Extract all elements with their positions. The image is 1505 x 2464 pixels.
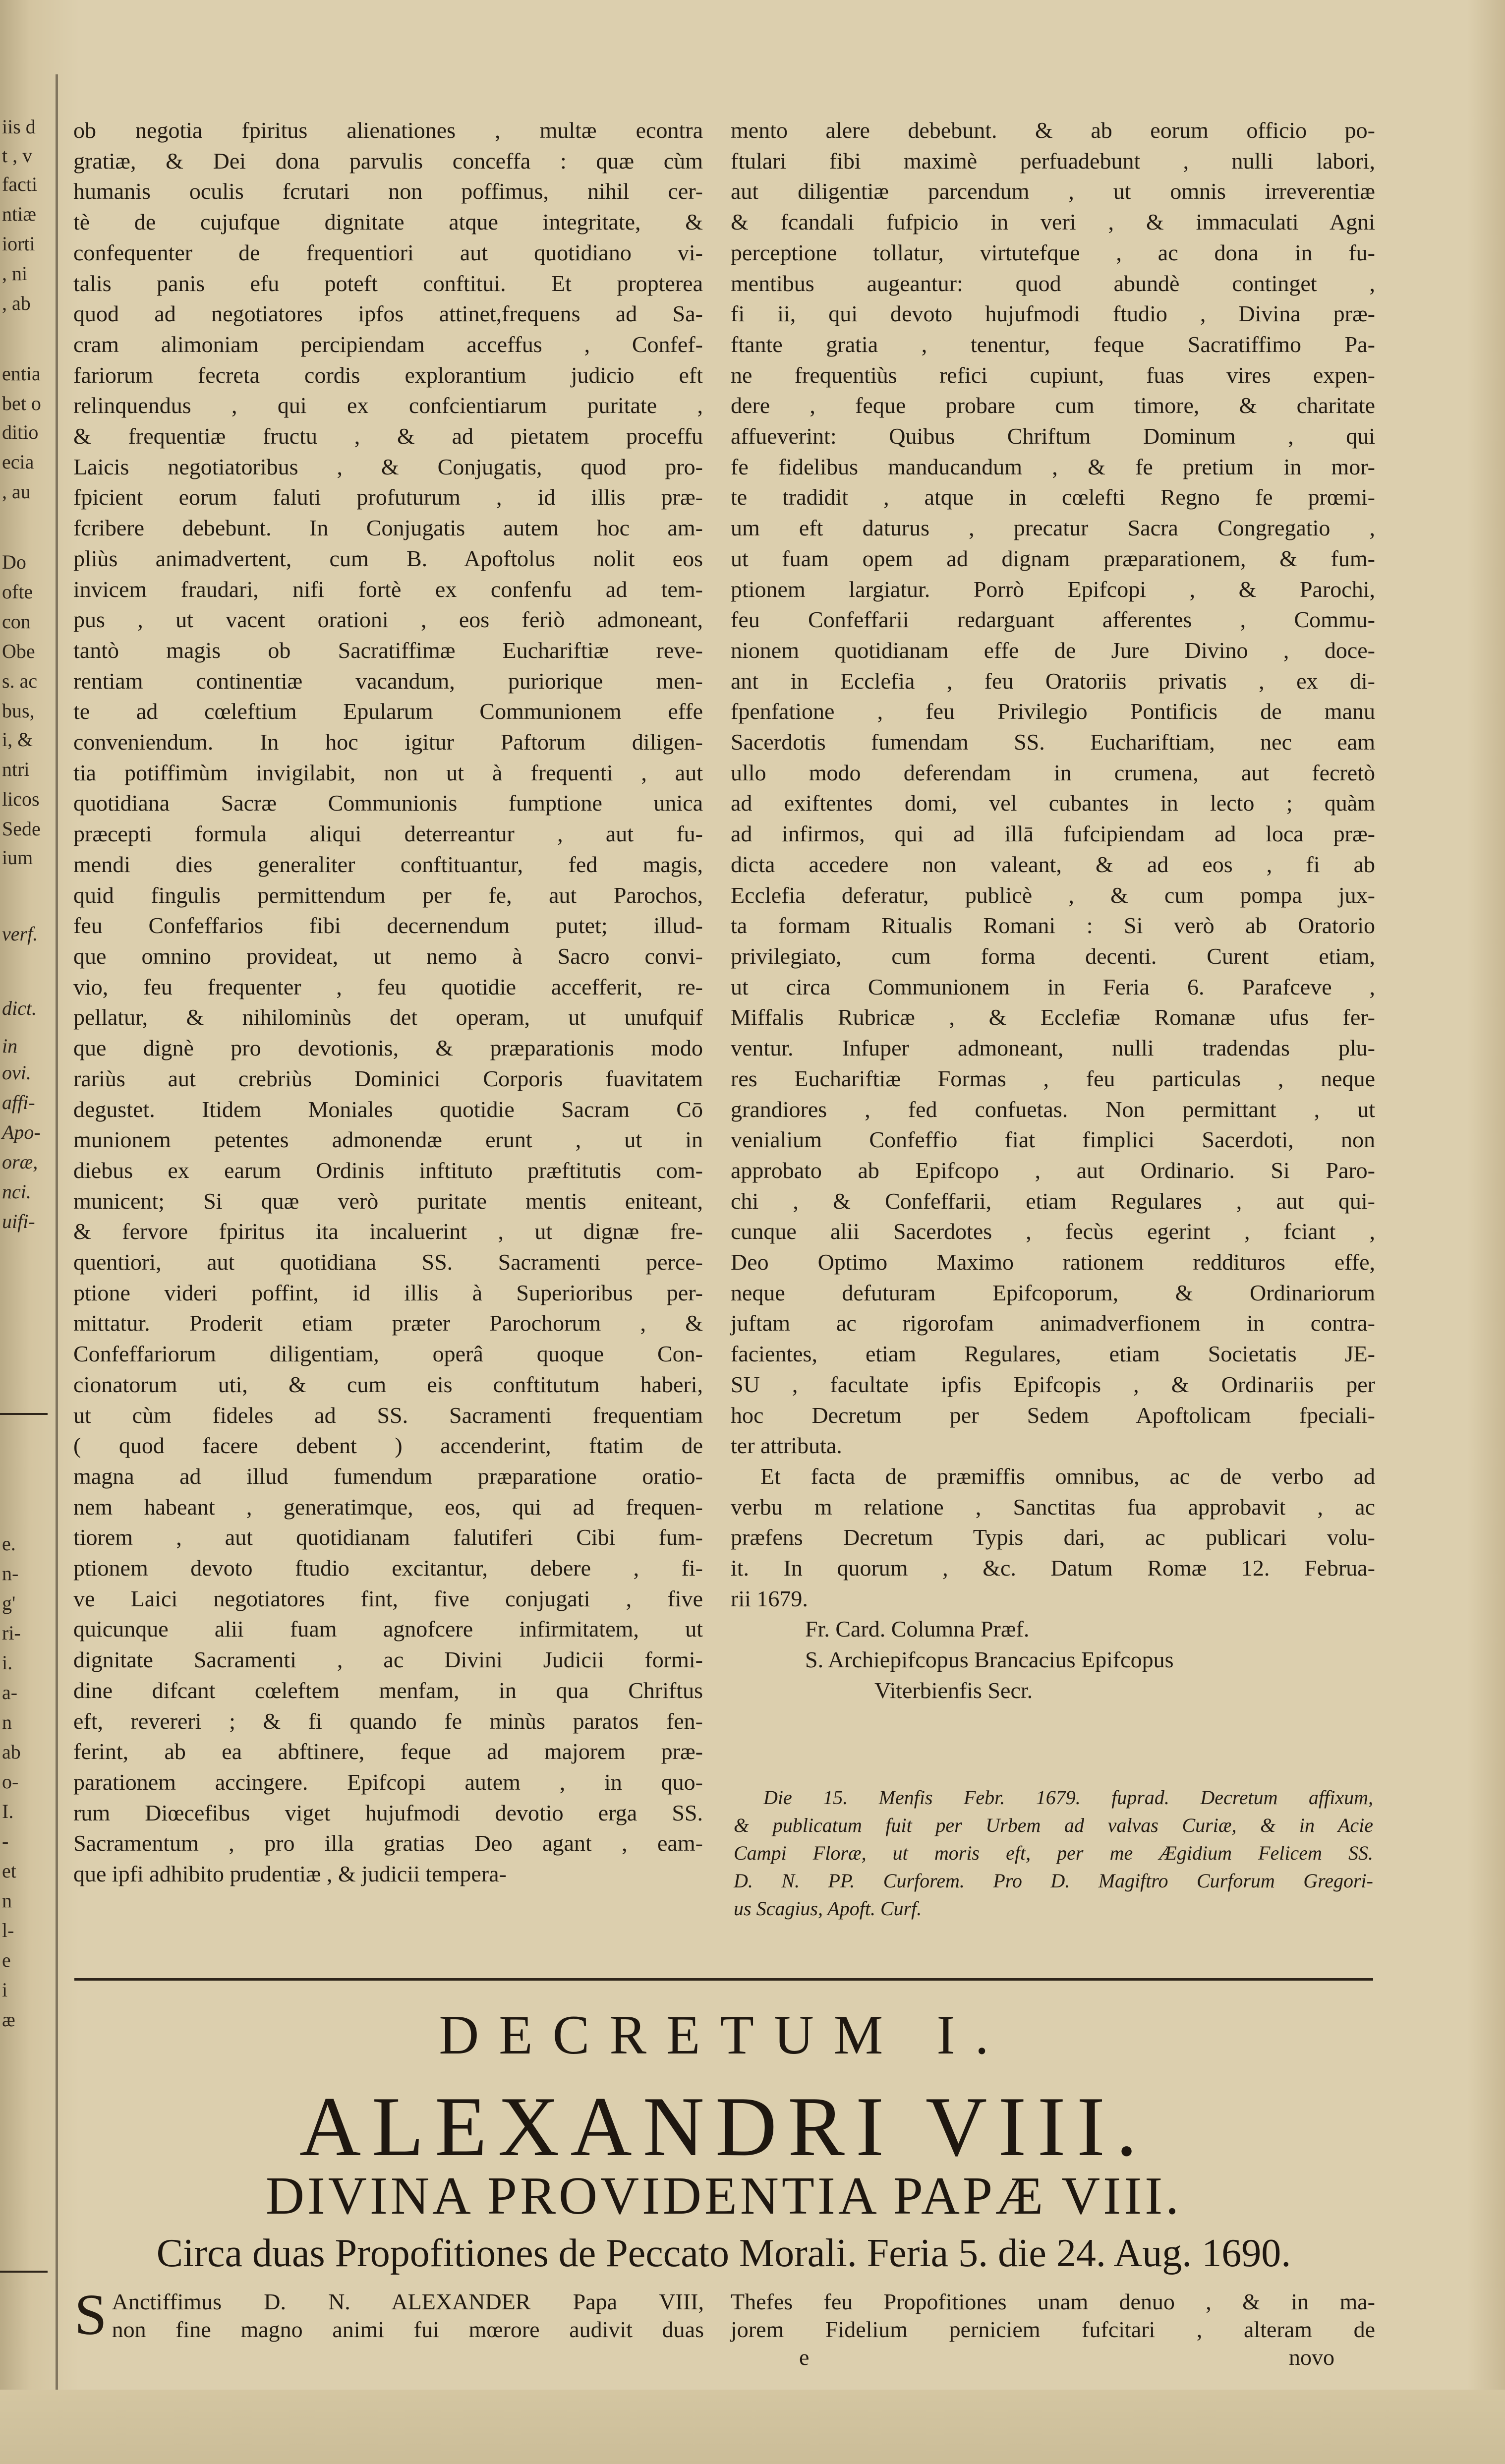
gutter-fragment: i, & xyxy=(2,728,33,751)
gutter-fragment: s. ac xyxy=(2,670,38,692)
text-line: dine difcant cœleftem menfam, in qua Chriftus xyxy=(73,1677,703,1703)
text-line: quod ad negotiatores ipfos attinet,frequens ad Sa- xyxy=(73,301,703,327)
text-line: que ipfi adhibito prudentiæ , & judicii tempera- xyxy=(73,1861,507,1887)
text-line: mendi dies generaliter conftituantur, fed magis, xyxy=(73,851,703,877)
gutter-fragment: oræ, xyxy=(2,1151,38,1173)
text-line: magna ad illud fumendum præparatione oratio- xyxy=(73,1463,703,1489)
bottom-right-text xyxy=(731,2288,1375,2344)
text-line: conveniendum. In hoc igitur Paftorum diligen- xyxy=(73,729,703,755)
text-line: juftam ac rigorofam animadverfionem in contra- xyxy=(731,1310,1375,1336)
left-text-column xyxy=(73,115,703,1889)
gutter-fragment: dict. xyxy=(2,997,37,1019)
text-line: us Scagius, Apoft. Curf. xyxy=(734,1897,922,1920)
text-line: D. N. PP. Curforem. Pro D. Magiftro Curforum Gregori- xyxy=(734,1870,1373,1892)
text-line: tiorem , aut quotidianam falutiferi Cibi fum- xyxy=(73,1525,703,1550)
text-line: privilegiato, cum forma decenti. Curent etiam, xyxy=(731,943,1375,969)
gutter-fragment: n- xyxy=(2,1562,19,1584)
text-line: fcribere debebunt. In Conjugatis autem hoc am- xyxy=(73,515,703,541)
text-line: tantò magis ob Sacratiffimæ Euchariftiæ reve- xyxy=(73,637,703,663)
gutter-dash xyxy=(0,2271,48,2273)
gutter-fragment: ditio xyxy=(2,421,39,443)
gutter-fragment: licos xyxy=(2,788,40,810)
catchword: novo xyxy=(1289,2345,1334,2370)
gutter-fragment: - xyxy=(2,1830,9,1852)
text-line: & fcandali fufpicio in veri , & immaculati Agni xyxy=(731,209,1375,235)
text-line: ut cùm fideles ad SS. Sacramenti frequentiam xyxy=(73,1402,703,1428)
gutter-fragment: in xyxy=(2,1035,18,1057)
text-line: affueverint: Quibus Chriftum Dominum , qui xyxy=(731,423,1375,449)
gutter-fragment: ovi. xyxy=(2,1061,31,1084)
text-line: Confeffariorum diligentiam, operâ quoque Con- xyxy=(73,1341,703,1367)
text-line: Thefes feu Propofitiones unam denuo , & in ma- xyxy=(731,2289,1375,2314)
gutter-fragment: , ab xyxy=(2,292,31,314)
gutter-fragment: ntiæ xyxy=(2,203,36,225)
gutter-fragment: g' xyxy=(2,1592,16,1614)
gutter-fragment: con xyxy=(2,610,31,633)
text-line: Die 15. Menfis Febr. 1679. fuprad. Decretum affixum, xyxy=(763,1786,1373,1809)
text-line: ut circa Communionem in Feria 6. Parafceve , xyxy=(731,974,1375,999)
bottom-left-text xyxy=(74,2282,704,2347)
text-line: Campi Floræ, ut moris eft, per me Ægidium Felicem SS. xyxy=(734,1842,1373,1864)
text-line: Sacerdotis fumendam SS. Euchariftiam, nec eam xyxy=(731,729,1375,755)
heading-circa: Circa duas Propofitiones de Peccato Morali. Feria 5. die 24. Aug. 1690. xyxy=(156,2231,1291,2275)
gutter-fragment: iorti xyxy=(2,233,35,255)
gutter-fragment: i. xyxy=(2,1651,13,1674)
text-line: Anctiffimus D. N. ALEXANDER Papa VIII, xyxy=(112,2289,704,2314)
text-line: approbato ab Epifcopo , aut Ordinario. Si Paro- xyxy=(731,1157,1375,1183)
text-line: cionatorum uti, & cum eis conftitutum haberi, xyxy=(73,1371,703,1397)
attestation-note xyxy=(734,1784,1373,1923)
text-line: quid fingulis permittendum per fe, aut Parochos, xyxy=(73,882,703,908)
text-line: hoc Decretum per Sedem Apoftolicam fpeciali- xyxy=(731,1402,1375,1428)
text-line: Fr. Card. Columna Præf. xyxy=(805,1616,1030,1642)
gutter-fragment: verf. xyxy=(2,923,38,945)
text-line: mento alere debebunt. & ab eorum officio po- xyxy=(731,117,1375,143)
section-rule xyxy=(74,1978,1373,1981)
gutter-fragment: Obe xyxy=(2,640,35,662)
page-bottom-margin xyxy=(0,2390,1505,2464)
gutter-fragment: æ xyxy=(2,2008,15,2031)
text-line: rariùs aut crebriùs Dominici Corporis fuavitatem xyxy=(73,1065,703,1091)
text-line: confequenter de frequentiori aut quotidiano vi- xyxy=(73,239,703,265)
text-line: cunque alii Sacerdotes , fecùs egerint , fciant , xyxy=(731,1219,1375,1244)
gutter-fragment: e xyxy=(2,1949,11,1971)
text-line: dicta accedere non valeant, & ad eos , fi ab xyxy=(731,851,1375,877)
text-line: SU , facultate ipfis Epifcopis , & Ordinariis per xyxy=(731,1371,1375,1397)
text-line: ut fuam opem ad dignam præparationem, & fum- xyxy=(731,545,1375,571)
text-line: nionem quotidianam effe de Jure Divino , doce- xyxy=(731,637,1375,663)
text-line: relinquendus , qui ex confcientiarum puritate , xyxy=(73,393,703,418)
text-line: quentiori, aut quotidiana SS. Sacramenti perce- xyxy=(73,1249,703,1275)
text-line: um eft daturus , precatur Sacra Congregatio , xyxy=(731,515,1375,541)
gutter-dash xyxy=(0,1413,48,1415)
heading-decretum: DECRETUM I. xyxy=(439,2004,1009,2066)
text-line: & fervore fpiritus ita incaluerint , ut dignæ fre- xyxy=(73,1219,703,1244)
text-line: res Euchariftiæ Formas , feu particulas , neque xyxy=(731,1065,1375,1091)
text-line: ad infirmos, qui ad illā fufcipiendam ad loca præ- xyxy=(731,821,1375,847)
text-line: talis panis efu poteft conftitui. Et propterea xyxy=(73,270,703,296)
text-line: ferint, ab ea abftinere, feque ad majorem præ- xyxy=(73,1739,703,1764)
text-line: te tradidit , atque in cœlefti Regno fe prœmi- xyxy=(731,484,1375,510)
gutter-fragment: affi- xyxy=(2,1091,35,1114)
text-line: mentibus augeantur: quod abundè continget , xyxy=(731,270,1375,296)
text-line: neque defuturam Epifcoporum, & Ordinariorum xyxy=(731,1280,1375,1305)
text-line: Et facta de præmiffis omnibus, ac de verbo ad xyxy=(760,1463,1375,1489)
text-line: it. In quorum , &c. Datum Romæ 12. Februa- xyxy=(731,1555,1375,1581)
text-line: ad exiftentes domi, vel cubantes in lecto ; quàm xyxy=(731,790,1375,816)
text-line: fe fidelibus manducandum , & fe pretium in mor- xyxy=(731,454,1375,479)
gutter-fragment: , ni xyxy=(2,262,28,285)
text-line: pellatur, & nihilominùs det operam, ut unufquif xyxy=(73,1004,703,1030)
heading-alexandri: ALEXANDRI VIII. xyxy=(299,2080,1149,2174)
text-line: rentiam continentiæ vacandum, puriorique men- xyxy=(73,668,703,694)
gutter-fragment: entia xyxy=(2,362,41,385)
gutter-fragment: o- xyxy=(2,1770,19,1793)
text-line: humanis oculis fcrutari non poffimus, nihil cer- xyxy=(73,178,703,204)
text-line: Laicis negotiatoribus , & Conjugatis, quod pro- xyxy=(73,454,703,479)
text-line: tia potiffimùm invigilabit, non ut à frequenti , aut xyxy=(73,760,703,785)
right-text-column xyxy=(731,115,1375,1706)
text-line: ne frequentiùs refici cupiunt, fuas vires expen- xyxy=(731,362,1375,388)
text-line: Ecclefia deferatur, publicè , & cum pompa jux- xyxy=(731,882,1375,908)
gutter-fragment: t , v xyxy=(2,144,33,167)
text-line: & publicatum fuit per Urbem ad valvas Curiæ, & in Acie xyxy=(734,1814,1373,1836)
heading-divina-providentia: DIVINA PROVIDENTIA PAPÆ VIII. xyxy=(265,2167,1182,2226)
text-line: te ad cœleftium Epularum Communionem effe xyxy=(73,699,703,724)
text-line: rum Diœcefibus viget hujufmodi devotio erga SS. xyxy=(73,1800,703,1825)
text-line: ptione videri poffint, id illis à Superioribus per- xyxy=(73,1280,703,1305)
gutter-fragment: ntri xyxy=(2,758,30,780)
text-line: municent; Si quæ verò puritate mentis eniteant, xyxy=(73,1188,703,1214)
text-line: que omnino provideat, ut nemo à Sacro convi- xyxy=(73,943,703,969)
previous-page-gutter xyxy=(0,0,58,2464)
text-line: fpicient eorum faluti profuturum , id illis præ- xyxy=(73,484,703,510)
text-line: grandiores , fed confuetas. Non permittant , ut xyxy=(731,1096,1375,1122)
text-line: fi ii, qui devoto hujufmodi ftudio , Divina præ- xyxy=(731,301,1375,327)
gutter-fragment: Sede xyxy=(2,818,41,840)
gutter-fragment: bet o xyxy=(2,392,41,414)
text-line: eft, revereri ; & fi quando fe minùs paratos fen- xyxy=(73,1708,703,1734)
text-line: venialium Confeffio fiat fimplici Sacerdoti, non xyxy=(731,1127,1375,1153)
gutter-fragment: ofte xyxy=(2,581,33,603)
text-line: mittatur. Proderit etiam præter Parochorum , & xyxy=(73,1310,703,1336)
text-line: verbu m relatione , Sanctitas fua approbavit , ac xyxy=(731,1494,1375,1520)
text-line: nem habeant , generatimque, eos, qui ad frequen- xyxy=(73,1494,703,1520)
text-line: quicunque alii fuam agnofcere infirmitatem, ut xyxy=(73,1616,703,1642)
gutter-fragment: Apo- xyxy=(2,1121,41,1143)
gutter-fragment: I. xyxy=(2,1800,14,1822)
drop-cap: S xyxy=(74,2282,107,2347)
text-line: perceptione tollatur, virtutefque , ac dona in fu- xyxy=(731,239,1375,265)
gutter-fragment: i xyxy=(2,1979,8,2001)
text-line: gratiæ, & Dei dona parvulis conceffa : quæ cùm xyxy=(73,148,703,174)
text-line: Sacramentum , pro illa gratias Deo agant , eam- xyxy=(73,1830,703,1856)
gutter-fragment: ab xyxy=(2,1741,21,1763)
text-line: ta formam Ritualis Romani : Si verò ab Oratorio xyxy=(731,913,1375,939)
gutter-fragment: , au xyxy=(2,480,31,503)
text-line: jorem Fidelium perniciem fufcitari , alteram de xyxy=(731,2317,1375,2342)
text-line: ullo modo deferendam in crumena, aut fecretò xyxy=(731,760,1375,785)
gutter-fragment: Do xyxy=(2,551,26,573)
gutter-fragment: n xyxy=(2,1889,12,1912)
text-line: ve Laici negotiatores fint, five conjugati , five xyxy=(73,1585,703,1611)
text-line: chi , & Confeffarii, etiam Regulares , aut qui- xyxy=(731,1188,1375,1214)
gutter-fragment: ecia xyxy=(2,451,34,473)
gutter-fragment: facti xyxy=(2,173,38,195)
text-line: ob negotia fpiritus alienationes , multæ econtra xyxy=(73,117,703,143)
gutter-fragment: n xyxy=(2,1711,12,1733)
text-line: Viterbienfis Secr. xyxy=(874,1677,1033,1703)
text-line: rii 1679. xyxy=(731,1585,808,1611)
gutter-rule xyxy=(56,74,58,2395)
text-line: degustet. Itidem Moniales quotidie Sacram Cō xyxy=(73,1096,703,1122)
gutter-fragment: uifi- xyxy=(2,1210,35,1232)
text-line: invicem fraudari, nifi fortè ex confenfu ad tem- xyxy=(73,576,703,602)
gutter-fragment: ri- xyxy=(2,1622,21,1644)
text-line: feu Confeffarii redarguant afferentes , Commu- xyxy=(731,607,1375,633)
text-line: quotidiana Sacræ Communionis fumptione unica xyxy=(73,790,703,816)
text-line: diebus ex earum Ordinis inftituto præftitutis com- xyxy=(73,1157,703,1183)
text-line: ptionem largiatur. Porrò Epifcopi , & Parochi, xyxy=(731,576,1375,602)
signature-mark: e xyxy=(799,2345,810,2370)
text-line: cram alimoniam percipiendam acceffus , Confef- xyxy=(73,331,703,357)
text-line: pus , ut vacent orationi , eos feriò admoneant, xyxy=(73,607,703,633)
text-line: vio, feu frequenter , feu quotidie accefferit, re- xyxy=(73,974,703,999)
text-line: fpenfatione , feu Privilegio Pontificis de manu xyxy=(731,699,1375,724)
gutter-fragment: l- xyxy=(2,1919,14,1941)
text-line: tè de cujufque dignitate atque integritate, & xyxy=(73,209,703,235)
text-line: non fine magno animi fui mœrore audivit duas xyxy=(112,2317,704,2342)
text-line: aut diligentiæ parcendum , ut omnis irreverentiæ xyxy=(731,178,1375,204)
text-line: ant in Ecclefia , feu Oratoriis privatis , ex di- xyxy=(731,668,1375,694)
text-line: præcepti formula aliqui deterreantur , aut fu- xyxy=(73,821,703,847)
text-line: Miffalis Rubricæ , & Ecclefiæ Romanæ ufus fer- xyxy=(731,1004,1375,1030)
text-line: dere , feque probare cum timore, & charitate xyxy=(731,393,1375,418)
text-line: ventur. Infuper admoneant, nulli tradendas plu- xyxy=(731,1035,1375,1061)
gutter-fragment: e. xyxy=(2,1532,16,1555)
text-line: parationem accingere. Epifcopi autem , in quo- xyxy=(73,1769,703,1795)
text-line: & frequentiæ fructu , & ad pietatem proceffu xyxy=(73,423,703,449)
gutter-fragment: ium xyxy=(2,846,33,869)
gutter-fragment: iis d xyxy=(2,116,36,138)
text-line: ftulari fibi maximè perfuadebunt , nulli labori, xyxy=(731,148,1375,174)
text-line: fariorum fecreta cordis explorantium judicio eft xyxy=(73,362,703,388)
text-line: Deo Optimo Maximo rationem reddituros effe, xyxy=(731,1249,1375,1275)
text-line: S. Archiepifcopus Brancacius Epifcopus xyxy=(805,1647,1174,1673)
text-line: ( quod facere debent ) accenderint, ftatim de xyxy=(73,1433,703,1459)
text-line: munionem petentes admonendæ erunt , ut in xyxy=(73,1127,703,1153)
text-line: ptionem devoto ftudio excitantur, debere , fi- xyxy=(73,1555,703,1581)
text-line: que dignè pro devotionis, & præparationis modo xyxy=(73,1035,703,1061)
text-line: dignitate Sacramenti , ac Divini Judicii formi- xyxy=(73,1647,703,1673)
text-line: pliùs animadvertent, cum B. Apoftolus nolit eos xyxy=(73,545,703,571)
text-line: præfens Decretum Typis dari, ac publicari volu- xyxy=(731,1525,1375,1550)
gutter-fragment: bus, xyxy=(2,700,35,722)
gutter-fragment: et xyxy=(2,1860,16,1882)
text-line: ftante gratia , tenentur, feque Sacratiffimo Pa- xyxy=(731,331,1375,357)
text-line: facientes, etiam Regulares, etiam Societatis JE- xyxy=(731,1341,1375,1367)
text-line: feu Confeffarios fibi decernendum putet; illud- xyxy=(73,913,703,939)
gutter-fragment: nci. xyxy=(2,1180,31,1203)
text-line: ter attributa. xyxy=(731,1433,842,1459)
gutter-fragment: a- xyxy=(2,1681,18,1703)
